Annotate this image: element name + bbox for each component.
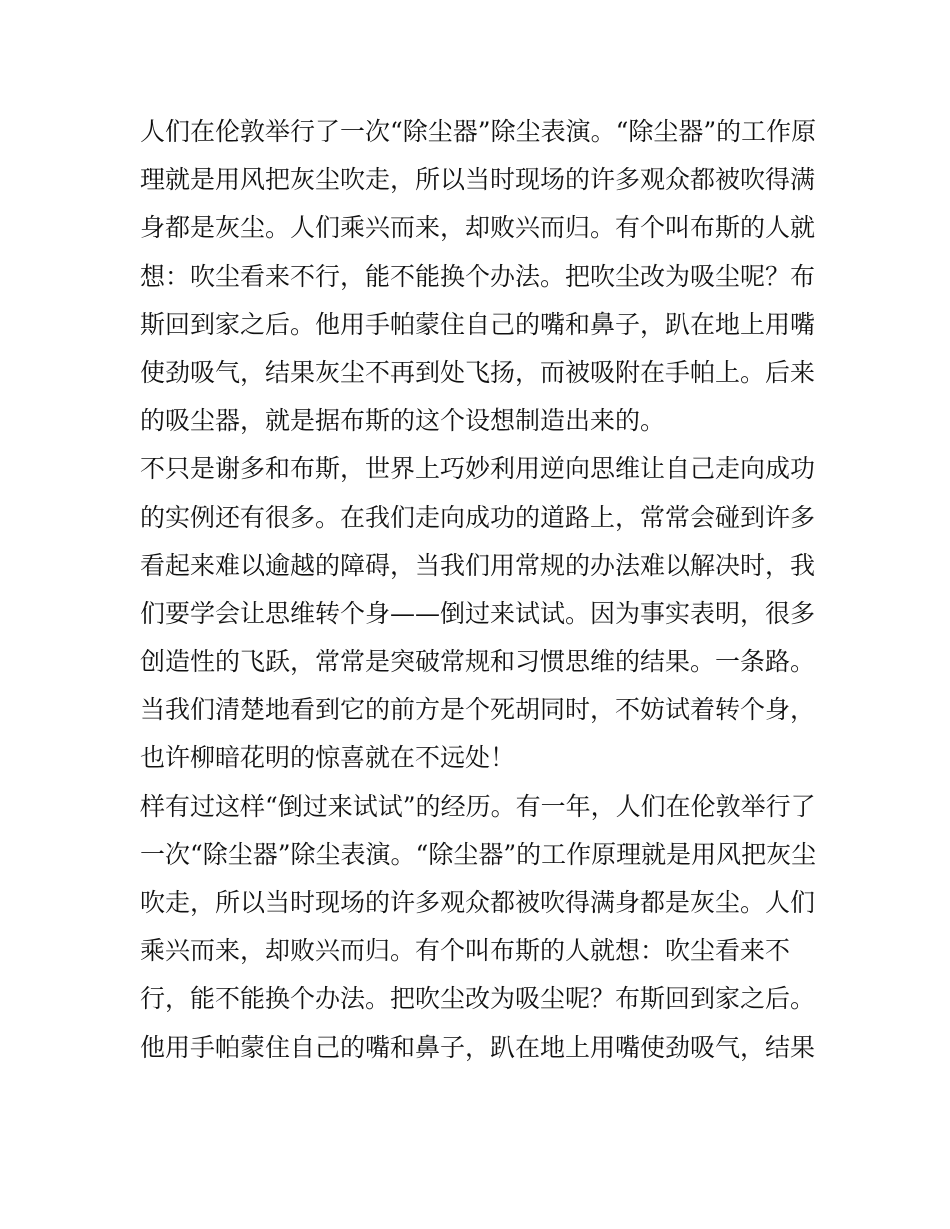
text-line: 理就是用风把灰尘吹走，所以当时现场的许多观众都被吹得满 [140, 165, 816, 195]
text-line: 的实例还有很多。在我们走向成功的道路上，常常会碰到许多 [140, 502, 816, 532]
text-line: 看起来难以逾越的障碍，当我们用常规的办法难以解决时，我 [140, 550, 816, 580]
text-line: 乘兴而来，却败兴而归。有个叫布斯的人就想：吹尘看来不 [140, 936, 791, 966]
text-line: 样有过这样“倒过来试试”的经历。有一年，人们在伦敦举行了 [140, 791, 816, 821]
text-line: 人们在伦敦举行了一次“除尘器”除尘表演。“除尘器”的工作原 [140, 117, 817, 146]
text-line: 身都是灰尘。人们乘兴而来，却败兴而归。有个叫布斯的人就 [140, 213, 816, 243]
text-line: 不只是谢多和布斯，世界上巧妙利用逆向思维让自己走向成功 [140, 454, 816, 484]
text-line: 当我们清楚地看到它的前方是个死胡同时，不妨试着转个身， [140, 695, 816, 725]
text-line: 也许柳暗花明的惊喜就在不远处！ [140, 743, 516, 773]
text-line: 一次“除尘器”除尘表演。“除尘器”的工作原理就是用风把灰尘 [140, 839, 817, 869]
text-line: 他用手帕蒙住自己的嘴和鼻子，趴在地上用嘴使劲吸气，结果 [140, 1032, 816, 1062]
text-line: 的吸尘器，就是据布斯的这个设想制造出来的。 [140, 406, 666, 436]
text-line: 使劲吸气，结果灰尘不再到处飞扬，而被吸附在手帕上。后来 [140, 357, 816, 387]
text-line: 想：吹尘看来不行，能不能换个办法。把吹尘改为吸尘呢？布 [140, 261, 816, 291]
body-text [140, 108, 820, 1072]
text-line: 吹走，所以当时现场的许多观众都被吹得满身都是灰尘。人们 [140, 888, 816, 917]
text-line: 们要学会让思维转个身——倒过来试试。因为事实表明，很多 [140, 598, 816, 628]
text-line: 行，能不能换个办法。把吹尘改为吸尘呢？布斯回到家之后。 [140, 984, 816, 1014]
text-line: 斯回到家之后。他用手帕蒙住自己的嘴和鼻子，趴在地上用嘴 [140, 309, 816, 339]
text-line: 创造性的飞跃，常常是突破常规和习惯思维的结果。一条路。 [140, 647, 816, 677]
